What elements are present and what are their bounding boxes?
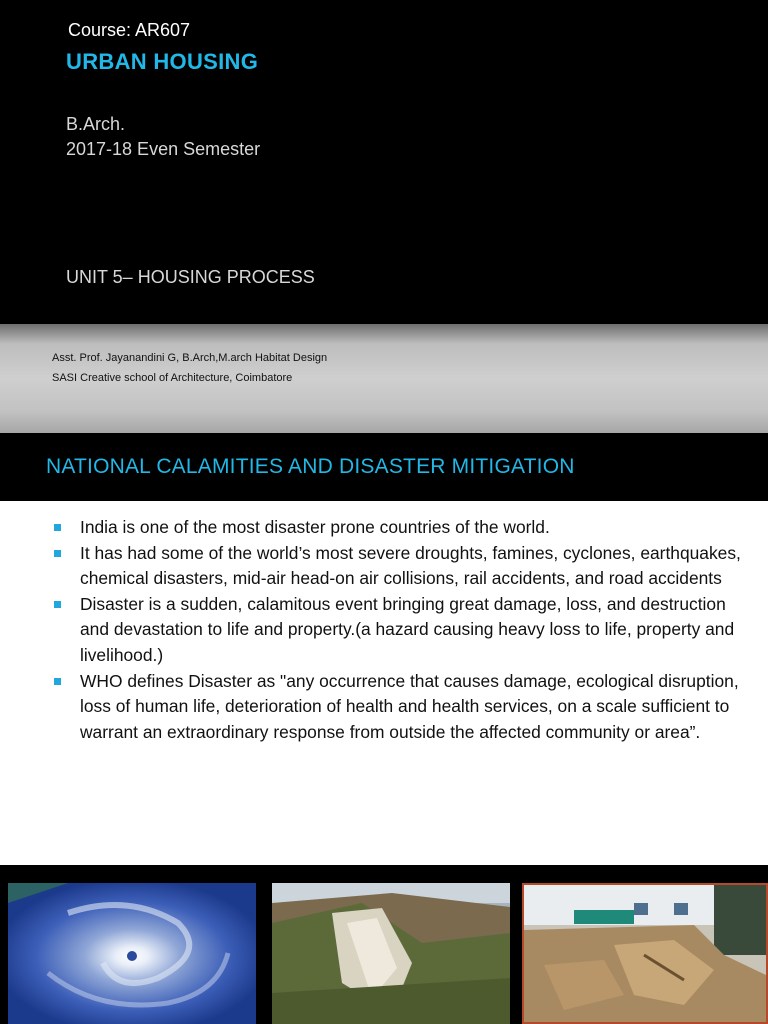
- bullet-text: It has had some of the world’s most severe droughts, famines, cyclones, earthquakes, chemical disasters, mid-air head-on air collisions, rail accidents, and road accidents: [80, 542, 741, 589]
- slide-title: NATIONAL CALAMITIES AND DISASTER MITIGATION: [46, 455, 575, 478]
- bullet-item: [52, 592, 742, 669]
- landslide-hillside-image: [272, 883, 510, 1024]
- program-label: B.Arch.: [66, 114, 126, 134]
- title-slide: [0, 0, 768, 324]
- professor-name: Asst. Prof. Jayanandini G, B.Arch,M.arch Habitat Design: [52, 352, 328, 364]
- bullet-item: [52, 515, 742, 541]
- bullet-text: India is one of the most disaster prone countries of the world.: [80, 517, 550, 537]
- course-title: URBAN HOUSING: [66, 49, 259, 74]
- course-code: Course: AR607: [68, 20, 191, 40]
- bullet-item: [52, 541, 742, 592]
- semester-label: 2017-18 Even Semester: [66, 139, 261, 159]
- bullet-square-icon: [54, 550, 61, 557]
- bullet-item: [52, 669, 742, 746]
- earthquake-damage-image: [522, 883, 768, 1024]
- cyclone-satellite-image: [8, 883, 256, 1024]
- bullet-square-icon: [54, 601, 61, 608]
- bullet-square-icon: [54, 524, 61, 531]
- unit-title: UNIT 5– HOUSING PROCESS: [66, 267, 315, 287]
- bullet-text: WHO defines Disaster as "any occurrence that causes damage, ecological disruption, loss of human life, deterioration of health and health services, on a scale sufficient to warrant an extraordinary response from outside the affected community or area”.: [80, 670, 739, 742]
- bullet-list: [52, 515, 742, 745]
- photo-strip: [0, 865, 768, 1024]
- bullet-square-icon: [54, 678, 61, 685]
- bullet-text: Disaster is a sudden, calamitous event bringing great damage, loss, and destruction and devastation to life and property.(a hazard causing heavy loss to life, property and livelihood.): [80, 593, 735, 665]
- slide-header: [0, 433, 768, 501]
- school-name: SASI Creative school of Architecture, Coimbatore: [52, 372, 293, 384]
- slide-body: [0, 501, 768, 865]
- author-band: [0, 324, 768, 433]
